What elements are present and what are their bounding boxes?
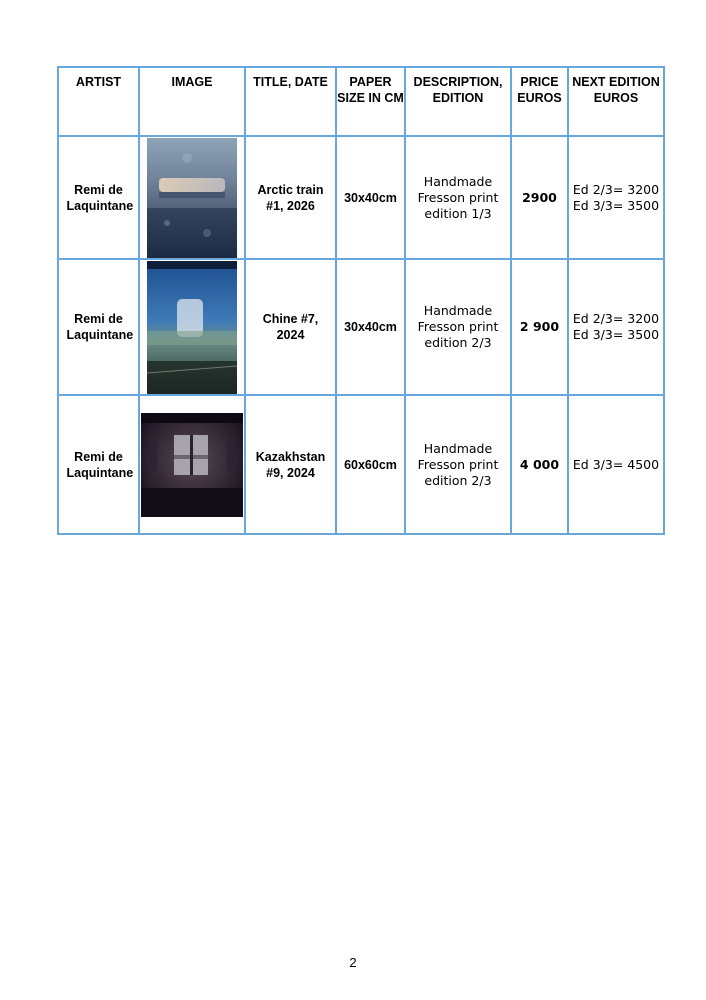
header-title-date: TITLE, DATE bbox=[245, 67, 336, 136]
header-artist: ARTIST bbox=[58, 67, 139, 136]
image-cell bbox=[139, 136, 245, 259]
description-cell bbox=[405, 395, 511, 534]
paper-size-cell: 30x40cm bbox=[336, 136, 405, 259]
artist-name: Remi de Laquintane bbox=[66, 182, 134, 213]
next-edition-line: Ed 3/3= 4500 bbox=[572, 456, 660, 472]
header-row bbox=[58, 67, 664, 136]
next-edition-cell bbox=[568, 395, 664, 534]
price-cell: 2 900 bbox=[511, 259, 568, 395]
title-cell bbox=[245, 259, 336, 395]
title-cell bbox=[245, 395, 336, 534]
header-next-edition: NEXT EDITION EUROS bbox=[568, 67, 664, 136]
next-edition-line: Ed 3/3= 3500 bbox=[572, 197, 660, 213]
description-text: Handmade Fresson print edition 1/3 bbox=[417, 173, 499, 221]
page-number: 2 bbox=[349, 955, 357, 970]
artist-cell bbox=[58, 136, 139, 259]
artist-name: Remi de Laquintane bbox=[66, 449, 134, 480]
table-row bbox=[58, 395, 664, 534]
next-edition-cell bbox=[568, 136, 664, 259]
paper-size-cell: 60x60cm bbox=[336, 395, 405, 534]
price-cell: 2900 bbox=[511, 136, 568, 259]
next-edition-line: Ed 2/3= 3200 bbox=[572, 181, 660, 197]
next-edition-line: Ed 2/3= 3200 bbox=[572, 311, 660, 326]
artist-cell bbox=[58, 395, 139, 534]
artwork-title: Chine #7, 2024 bbox=[262, 312, 319, 342]
table-row bbox=[58, 136, 664, 259]
image-cell bbox=[139, 395, 245, 534]
header-description: DESCRIPTION, EDITION bbox=[405, 67, 511, 136]
price-cell: 4 000 bbox=[511, 395, 568, 534]
artwork-thumbnail-chine bbox=[147, 261, 237, 394]
table-row bbox=[58, 259, 664, 395]
description-text: Handmade Fresson print edition 2/3 bbox=[417, 440, 499, 488]
artwork-thumbnail-arctic-train bbox=[147, 138, 237, 258]
header-image: IMAGE bbox=[139, 67, 245, 136]
image-cell bbox=[139, 259, 245, 395]
description-cell bbox=[405, 136, 511, 259]
price-list-table bbox=[57, 66, 665, 535]
paper-size-cell: 30x40cm bbox=[336, 259, 405, 395]
artwork-title: Arctic train #1, 2026 bbox=[257, 182, 324, 213]
description-text: Handmade Fresson print edition 2/3 bbox=[417, 303, 499, 350]
header-price: PRICE EUROS bbox=[511, 67, 568, 136]
artist-cell bbox=[58, 259, 139, 395]
artwork-thumbnail-kazakhstan bbox=[141, 413, 243, 517]
artwork-title: Kazakhstan #9, 2024 bbox=[255, 449, 326, 480]
header-paper-size: PAPER SIZE IN CM bbox=[336, 67, 405, 136]
artist-name: Remi de Laquintane bbox=[66, 312, 134, 342]
title-cell bbox=[245, 136, 336, 259]
next-edition-cell bbox=[568, 259, 664, 395]
description-cell bbox=[405, 259, 511, 395]
next-edition-line: Ed 3/3= 3500 bbox=[572, 327, 660, 342]
